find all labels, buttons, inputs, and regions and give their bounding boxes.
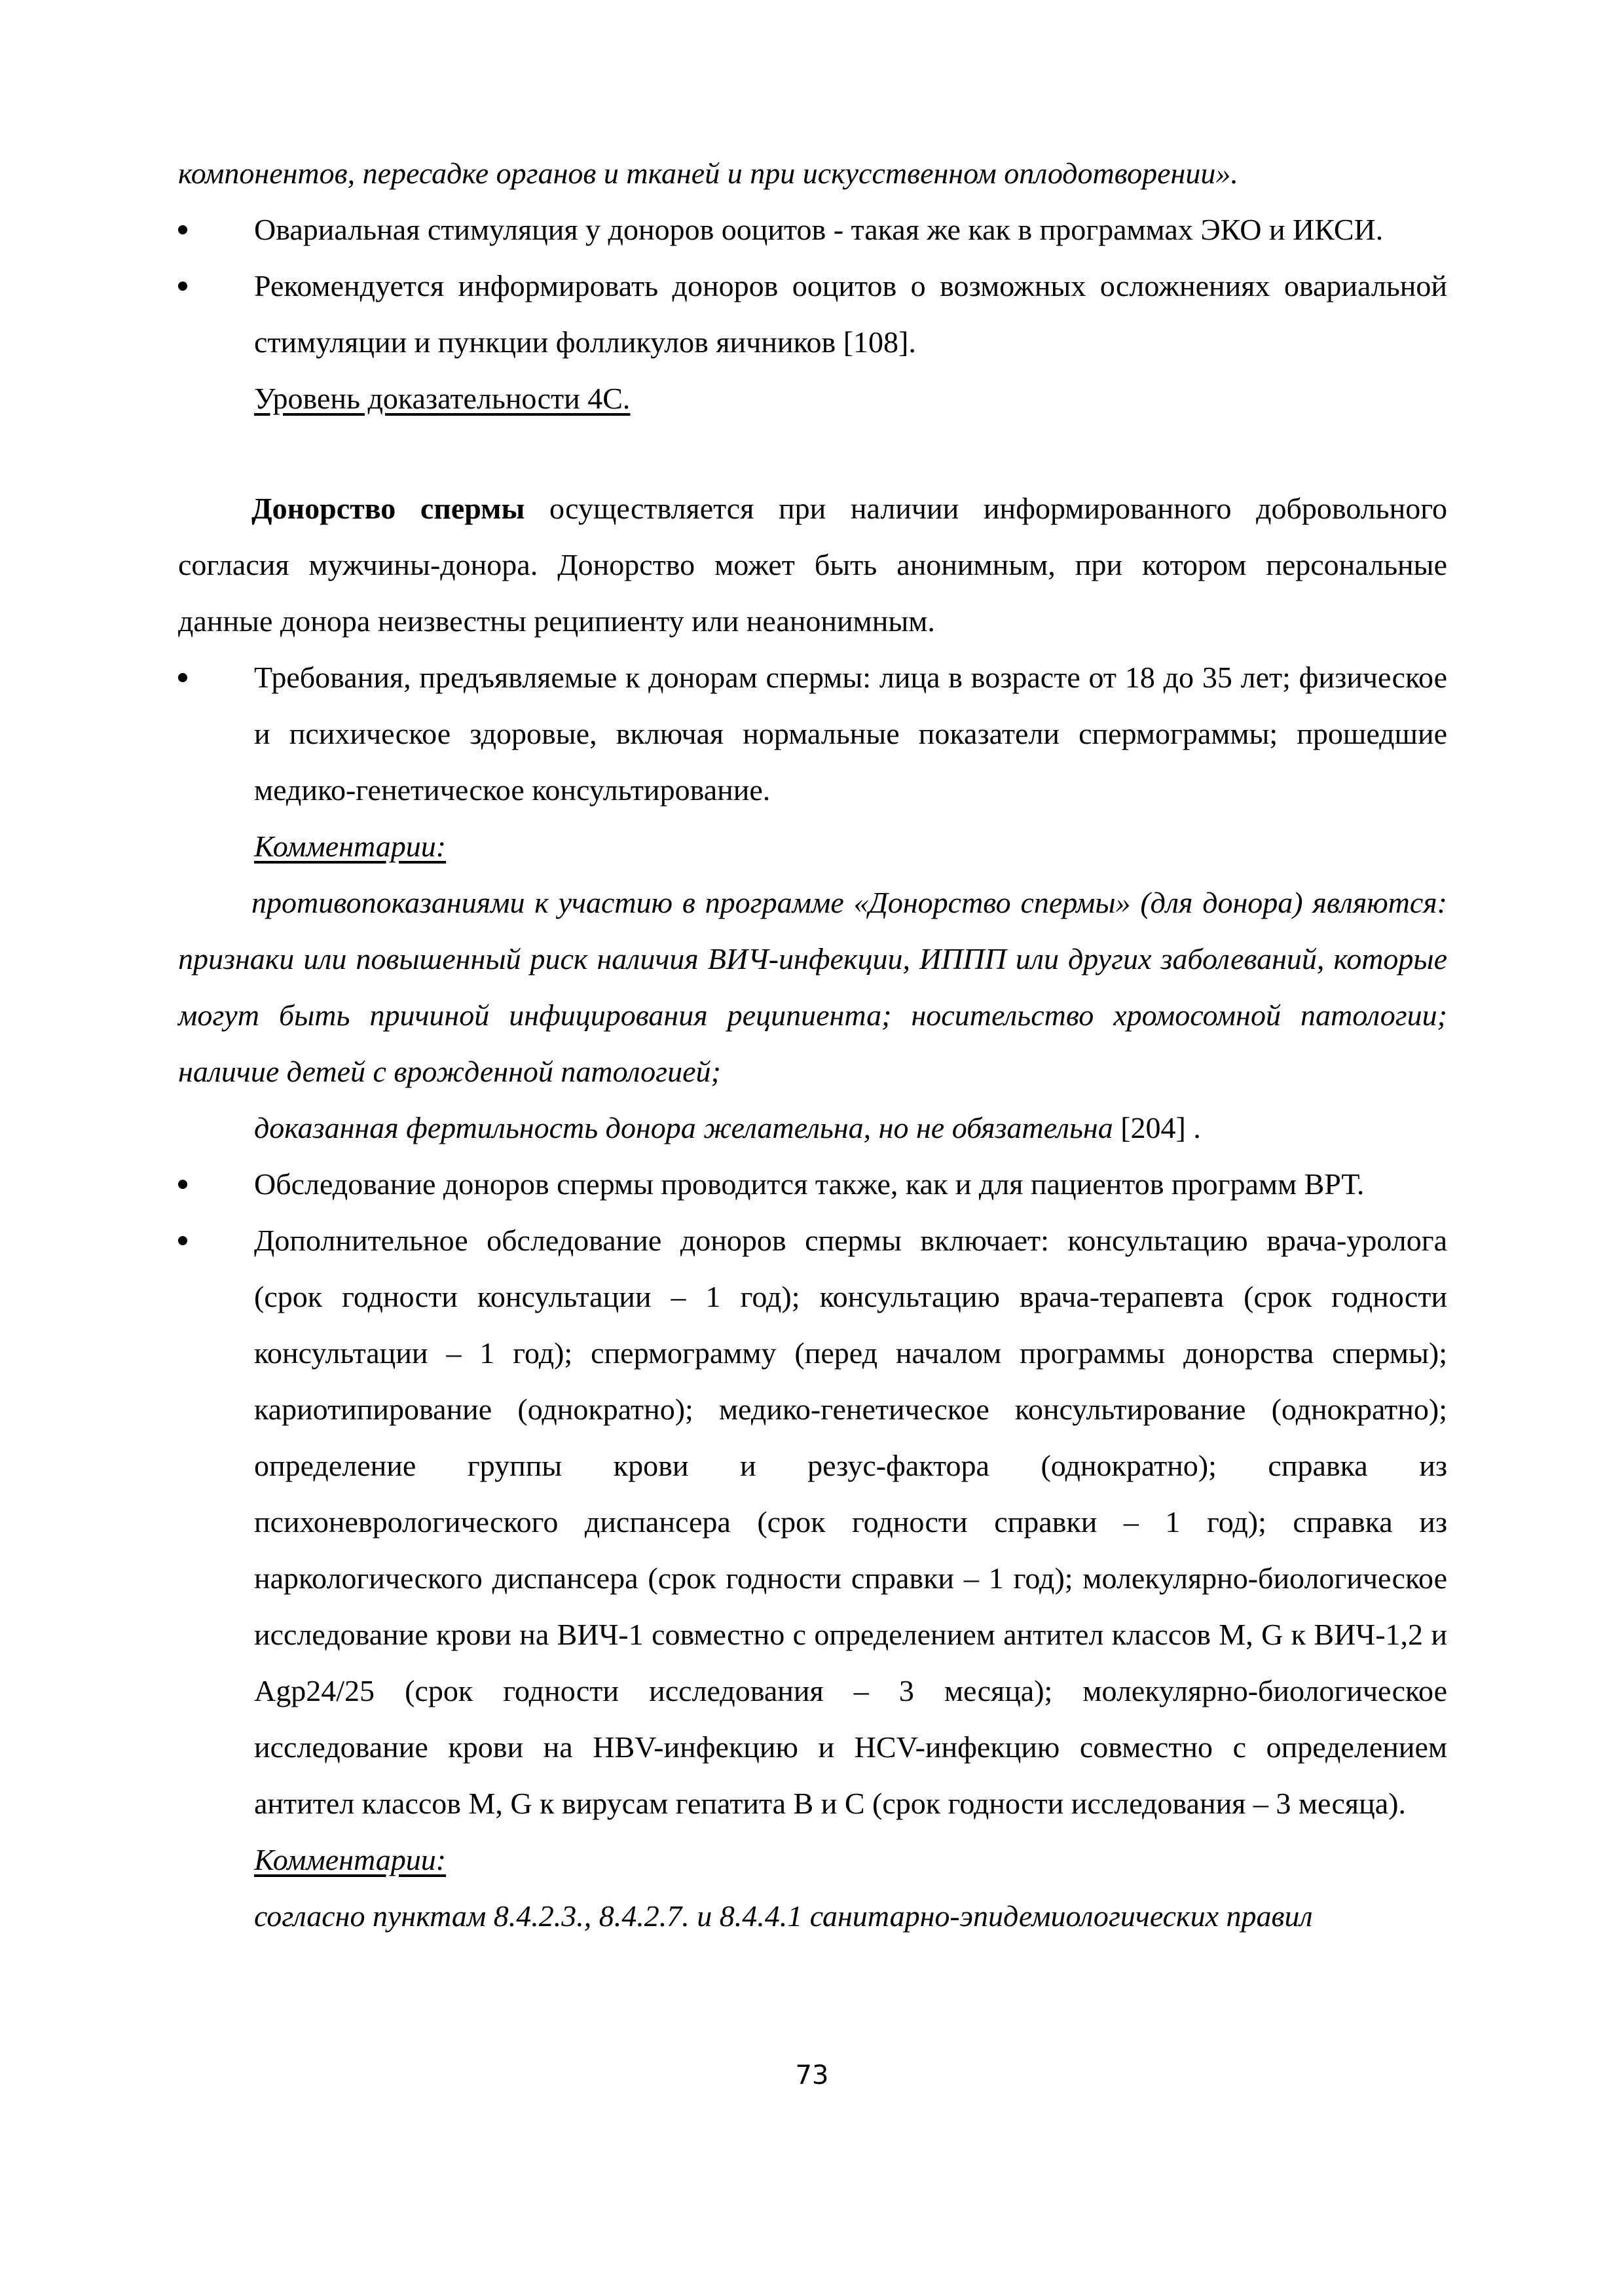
paragraph-continuation: компонентов, пересадке органов и тканей и при искусственном оплодотворении».: [178, 156, 1238, 190]
bullet-icon: [178, 225, 187, 234]
paragraph-gap: [178, 427, 1447, 481]
comment-sanitary-rules: согласно пунктам 8.4.2.3., 8.4.2.7. и 8.4.4.1 санитарно-эпидемиологических правил: [254, 1899, 1313, 1933]
comment-contraindications: противопоказаниями к участию в программе «Донорство спермы» (для донора) являются: признаки или повышенный риск наличия ВИЧ-инфекции, ИППП или других заболеваний, которые могут быть причиной инфицирования реципиента; носительство хромосомной патологии; наличие детей с врожденной патологией;: [178, 886, 1447, 1088]
comment-fertility-reference: [204] .: [1113, 1111, 1201, 1144]
list-item-text: Рекомендуется информировать доноров ооцитов о возможных осложнениях овариальной стимуляции и пункции фолликулов яичников [108].: [254, 269, 1447, 359]
list-item-requirements: [178, 649, 1447, 818]
sperm-donation-text: осуществляется при наличии информированного добровольного согласия мужчины-донора. Донорство может быть анонимным, при котором персональные данные донора неизвестны реципиенту или неанонимным.: [178, 492, 1447, 638]
comment-fertility-text: доказанная фертильность донора желательна, но не обязательна: [254, 1111, 1113, 1144]
comments-label-line: [178, 818, 1447, 875]
list-item-stimulation: [178, 202, 1447, 258]
page-content: [178, 145, 1447, 1944]
list-item-text: Дополнительное обследование доноров спермы включает: консультацию врача-уролога (срок годности консультации – 1 год); консультацию врача-терапевта (срок годности консультации – 1 год); спермограмму (перед началом программы донорства спермы); кариотипирование (однократно); медико-генетическое консультирование (однократно); определение группы крови и резус-фактора (однократно); справка из психоневрологического диспансера (срок годности справки – 1 год); справка из наркологического диспансера (срок годности справки – 1 год); молекулярно-биологическое исследование крови на ВИЧ-1 совместно с определением антител классов M, G к ВИЧ-1,2 и Agp24/25 (срок годности исследования – 3 месяца); молекулярно-биологическое исследование крови на HBV-инфекцию и HCV-инфекцию совместно с определением антител классов M, G к вирусам гепатита B и C (срок годности исследования – 3 месяца).: [254, 1224, 1447, 1820]
bullet-icon: [178, 1180, 187, 1189]
section-heading-sperm-donation: Донорство спермы: [251, 492, 525, 525]
bullet-icon: [178, 673, 187, 682]
list-item-text: Требования, предъявляемые к донорам спермы: лица в возрасте от 18 до 35 лет; физическое и психическое здоровые, включая нормальные показатели спермограммы; прошедшие медико-генетическое консультирование.: [254, 661, 1447, 807]
comments-label-line-2: [178, 1832, 1447, 1888]
list-item-additional-examination: [178, 1212, 1447, 1832]
paragraph-sperm-donation: [178, 481, 1447, 649]
comments-label: Комментарии:: [254, 1843, 447, 1876]
evidence-level: Уровень доказательности 4С.: [254, 382, 631, 415]
comment-fertility: [178, 1100, 1447, 1156]
list-item-examination: [178, 1156, 1447, 1212]
bullet-icon: [178, 1236, 187, 1245]
comments-label: Комментарии:: [254, 829, 447, 863]
bullet-icon: [178, 282, 187, 291]
evidence-level-line: [178, 371, 1447, 427]
page-number: 73: [795, 2060, 829, 2090]
list-item-inform: [178, 258, 1447, 371]
list-item-text: Обследование доноров спермы проводится также, как и для пациентов программ ВРТ.: [254, 1167, 1365, 1201]
list-item-text: Овариальная стимуляция у доноров ооцитов - такая же как в программах ЭКО и ИКСИ.: [254, 213, 1384, 246]
